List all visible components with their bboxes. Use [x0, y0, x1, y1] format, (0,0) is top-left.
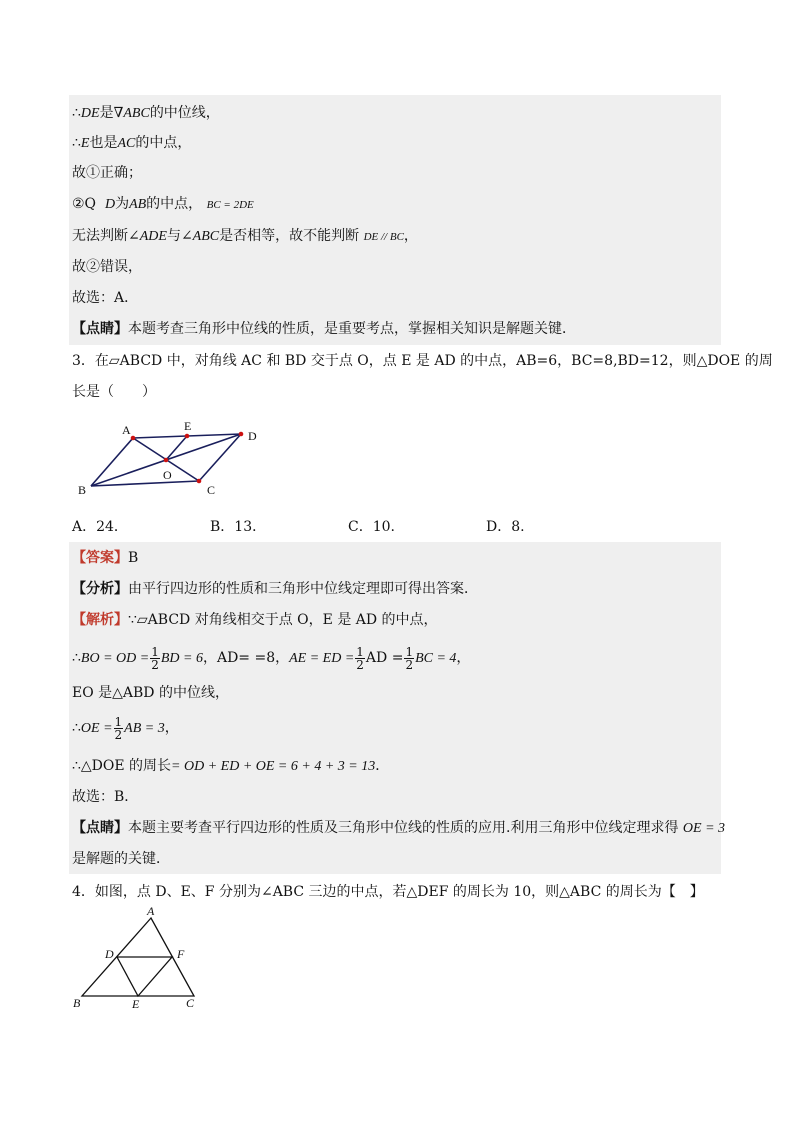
q3-option-a[interactable]: A．24． — [72, 519, 128, 535]
q3-parallelogram-figure — [74, 418, 274, 500]
q3-point-a — [131, 436, 136, 441]
q3-point-o — [164, 458, 169, 463]
sol2-line-1: ∴DE是∇ABC的中位线， — [72, 105, 220, 121]
sol2-line-7: 故选：A． — [72, 290, 139, 306]
q3-label-b: B — [78, 483, 87, 497]
q4-label-f: F — [177, 947, 185, 961]
q4-triangle-figure — [70, 904, 210, 1014]
q3-label-a: A — [122, 423, 131, 437]
sol2-comment: 【点睛】本题考查三角形中位线的性质，是重要考点，掌握相关知识是解题关键． — [72, 321, 576, 337]
q4-label-e: E — [132, 997, 140, 1011]
q3-stem-line-1: 3．在▱ABCD 中，对角线 AC 和 BD 交于点 O，点 E 是 AD 的中点，AB=6，BC=8,BD=12，则△DOE 的周 — [72, 353, 773, 369]
q3-solution-line-6: 故选：B． — [72, 789, 139, 805]
q3-label-c: C — [207, 483, 216, 497]
q3-label-d: D — [248, 429, 257, 443]
q4-stem: 4．如图，点 D、E、F 分别为∠ABC 三边的中点，若△DEF 的周长为 10，则△ABC 的周长为【 】 — [72, 884, 704, 900]
q4-label-d: D — [105, 947, 114, 961]
q4-label-c: C — [186, 996, 195, 1010]
fraction-half: $\frac{1}{2}$ — [356, 644, 364, 672]
sol2-line-2: ∴E也是AC的中点， — [72, 135, 192, 151]
q3-solution-line-1: 【解析】∵▱ABCD 对角线相交于点 O，E 是 AD 的中点， — [72, 612, 438, 628]
fraction-half: $\frac{1}{2}$ — [151, 644, 159, 672]
sol2-line-6: 故②错误， — [72, 259, 142, 275]
q3-point-c — [197, 479, 202, 484]
q3-analysis: 【分析】由平行四边形的性质和三角形中位线定理即可得出答案． — [72, 581, 478, 597]
q3-solution-line-3: EO 是△ABD 的中位线， — [72, 685, 229, 701]
q3-label-o: O — [163, 468, 172, 482]
q4-label-b: B — [73, 996, 81, 1010]
sol2-line-3: 故①正确； — [72, 165, 142, 181]
q3-comment-line-1: 【点睛】本题主要考查平行四边形的性质及三角形中位线的性质的应用.利用三角形中位线定理求得 OE = 3 — [72, 820, 726, 836]
q3-solution-line-5: ∴△DOE 的周长= OD + ED + OE = 6 + 4 + 3 = 13． — [72, 758, 390, 774]
q3-point-d — [239, 432, 244, 437]
sol2-line-4: ②Q D为AB的中点， BC = 2DE — [72, 196, 254, 212]
q3-point-e — [185, 434, 190, 439]
fraction-half: $\frac{1}{2}$ — [114, 714, 123, 742]
q3-stem-line-2: 长是（ ） — [72, 384, 156, 400]
fraction-half: $\frac{1}{2}$ — [405, 644, 414, 672]
q3-solution-line-4: ∴OE = $\frac{1}{2}$ AB = 3， — [72, 714, 179, 742]
q3-option-c[interactable]: C．10. — [348, 519, 395, 535]
q3-solution-line-2: ∴BO = OD = $\frac{1}{2}$ BD = 6，AD= =8，AE = ED = $\frac{1}{2}$ AD = $\frac{1}{2}$ BC = 4， — [72, 644, 471, 672]
q4-label-a: A — [147, 904, 155, 918]
q3-answer: 【答案】B — [72, 550, 139, 566]
q3-label-e: E — [184, 419, 192, 433]
q3-option-b[interactable]: B．13． — [210, 519, 267, 535]
q3-option-d[interactable]: D．8. — [486, 519, 525, 535]
sol2-line-5: 无法判断∠ADE与∠ABC是否相等，故不能判断 DE // BC， — [72, 228, 418, 244]
q3-comment-line-2: 是解题的关键． — [72, 851, 170, 867]
